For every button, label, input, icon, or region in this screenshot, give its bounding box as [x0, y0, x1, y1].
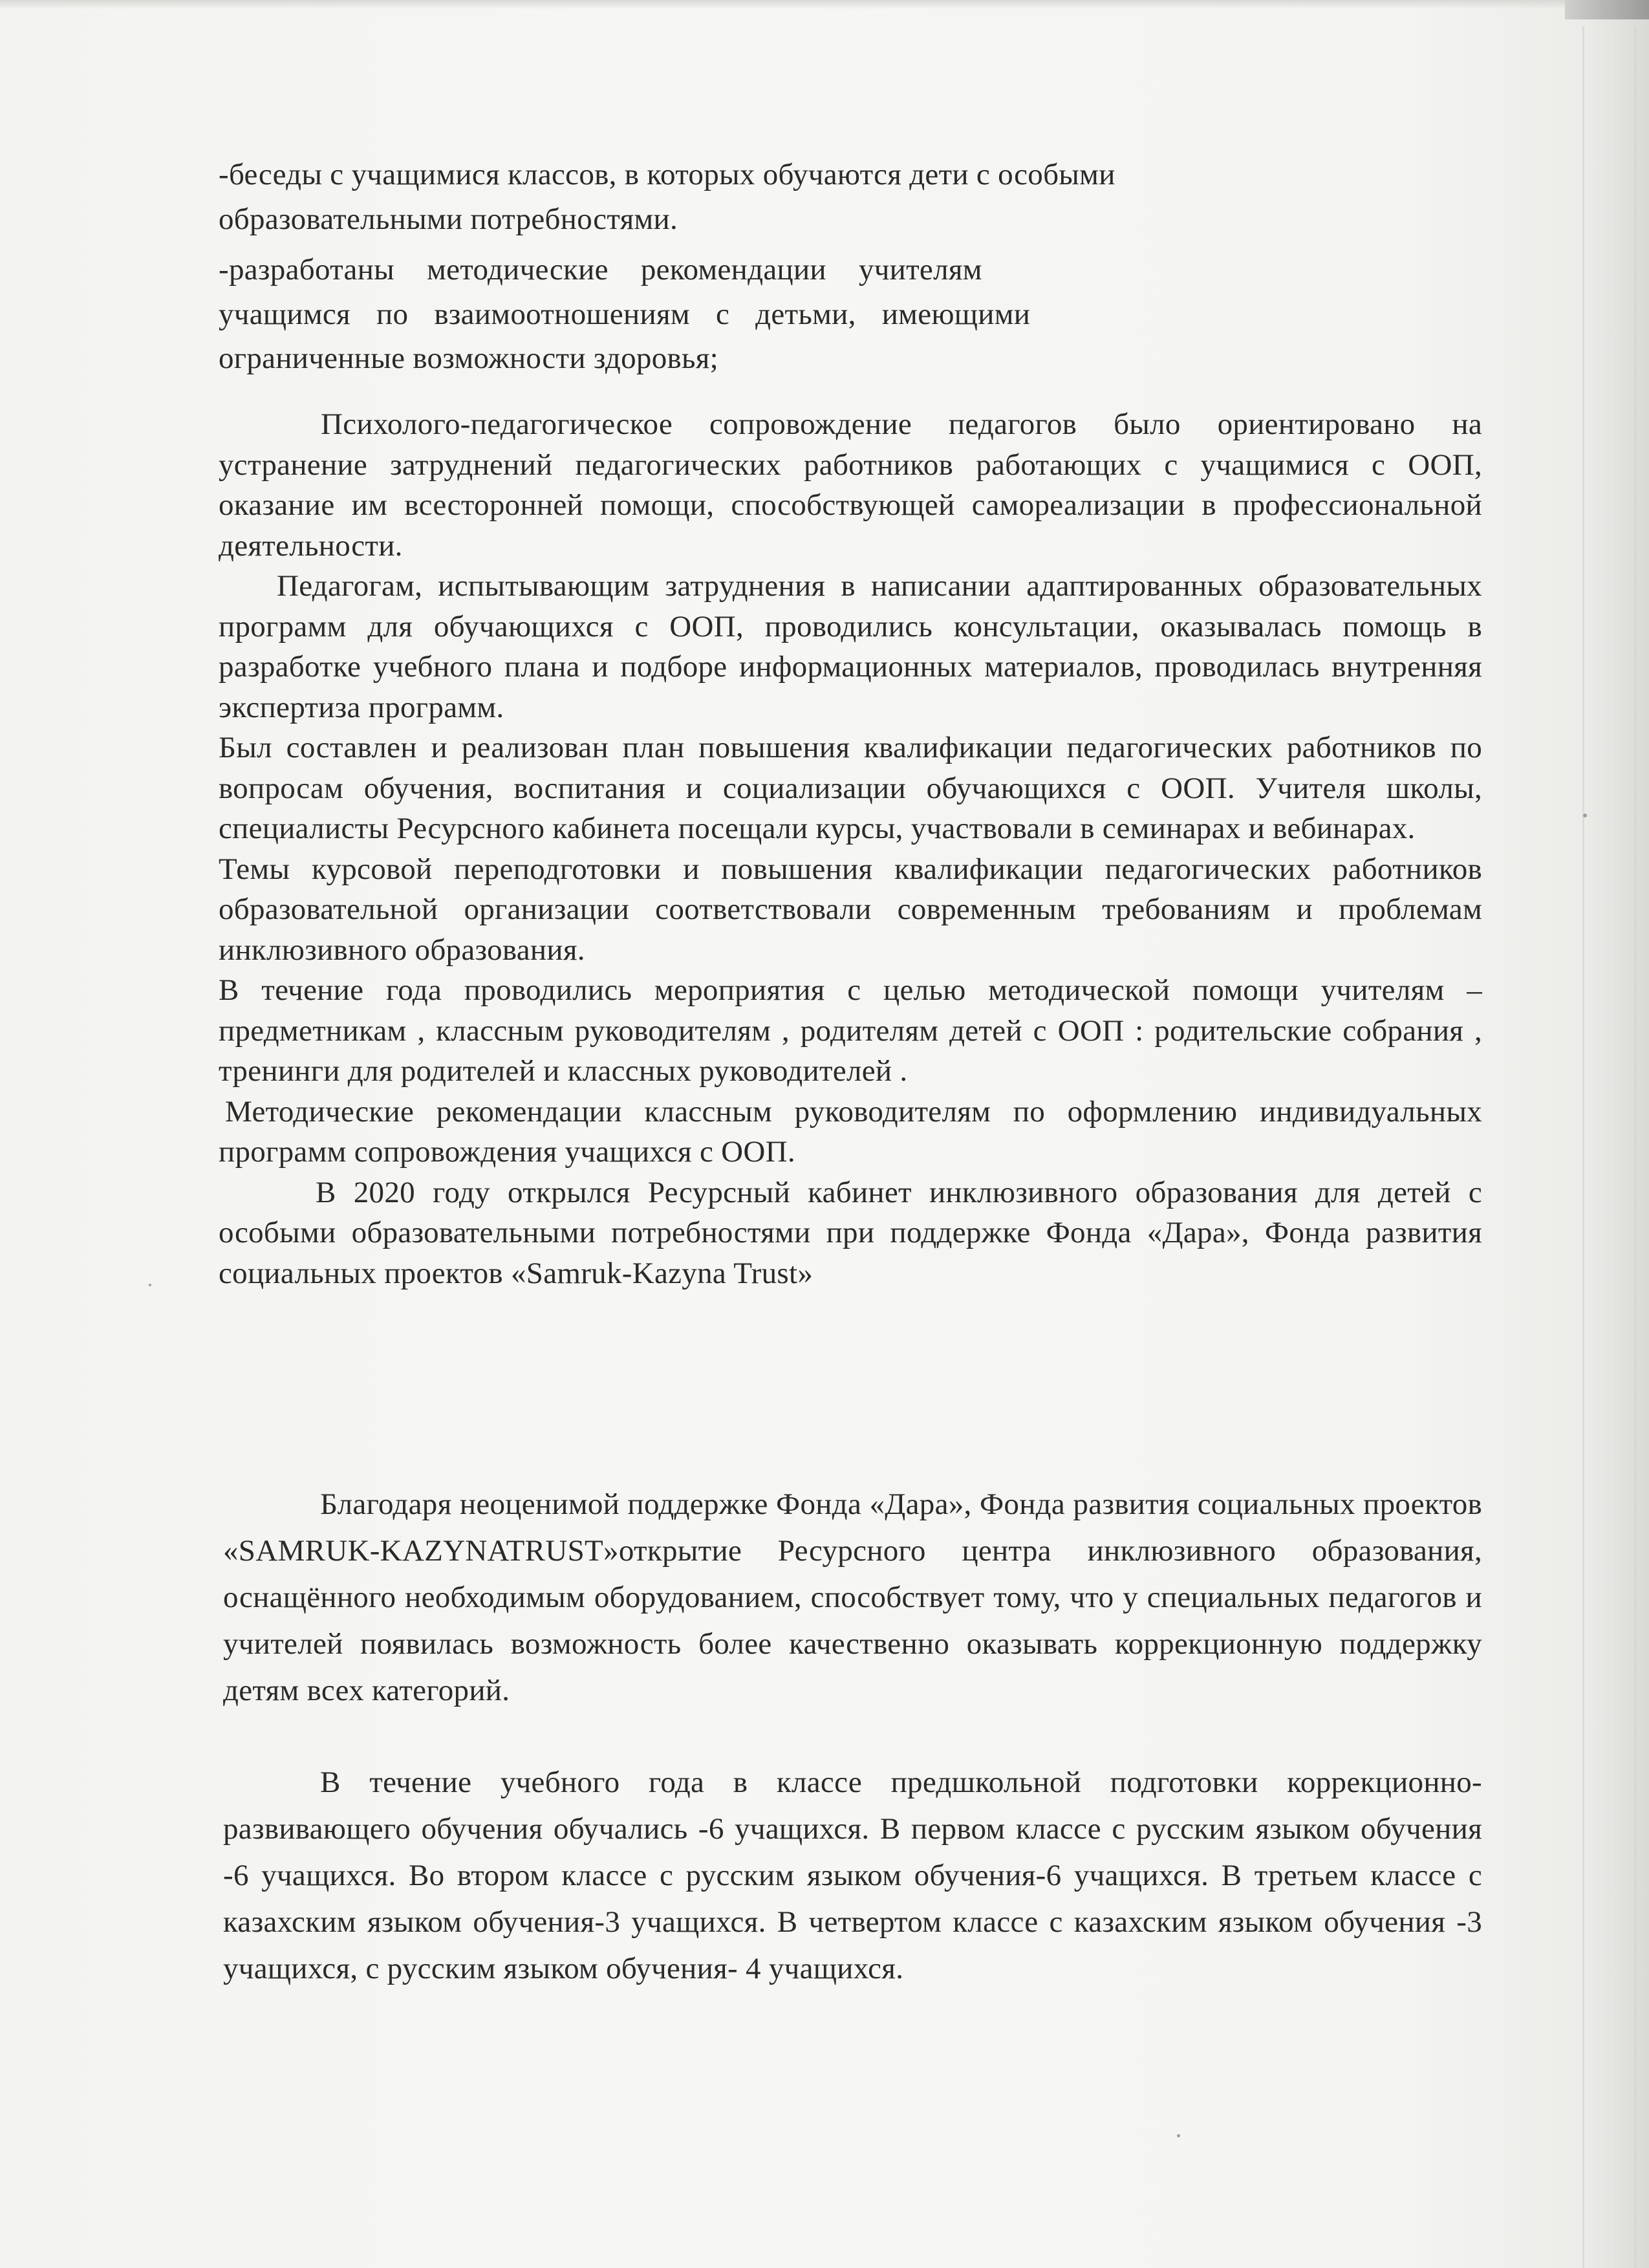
scan-speck: [149, 1284, 151, 1286]
paragraph-qualification-plan: Был составлен и реализован план повышения квалификации педагогических работников по вопросам обучения, воспитания и социализации обучающихся с ООП. Учителя школы, специалисты Ресурсного кабинета посещали курсы, участвовали в семинарах и вебинарах.: [219, 731, 1482, 845]
paragraph-student-counts: В течение учебного года в классе предшкольной подготовки коррекционно-развивающего обучения обучались -6 учащихся. В первом классе с русским языком обучения -6 учащихся. Во втором классе с русским языком обучения-6 учащихся. В третьем классе с казахским языком обучения-3 учащихся. В четвертом классе с казахским языком обучения -3 учащихся, с русским языком обучения- 4 учащихся.: [223, 1766, 1482, 1985]
paragraph-events: В течение года проводились мероприятия с целью методической помощи учителям – предметникам , классным руководителям , родителям детей с ООП : родительские собрания , тренинги для родителей и классных руководителей .: [219, 973, 1482, 1088]
dash-item-1: [219, 154, 1482, 196]
dash-item-1-line-1: беседы с учащимися классов, в которых обучаются дети с особыми: [228, 158, 1116, 191]
main-text: [219, 404, 1482, 1293]
dash-item-2-line-2: учащимся по взаимоотношениям с детьми, имеющими: [219, 297, 1031, 331]
scan-edge-top: [0, 0, 1649, 9]
scan-edge-line: [1582, 26, 1584, 2268]
paragraph-foundation-support: Благодаря неоценимой поддержке Фонда «Дара», Фонда развития социальных проектов «SAMRUK-KAZYNATRUST»открытие Ресурсного центра инклюзивного образования, оснащённого необходимым оборудованием, способствует тому, что у специальных педагогов и учителей появилась возможность более качественно оказывать коррекционную поддержку детям всех категорий.: [223, 1487, 1482, 1707]
dash-item-2: [219, 249, 1482, 291]
scan-speck: [1583, 814, 1587, 817]
paragraph-resource-room: В 2020 году открылся Ресурсный кабинет инклюзивного образования для детей с особыми образовательными потребностями при поддержке Фонда «Дара», Фонда развития социальных проектов «Samruk-Kazyna Trust»: [219, 1175, 1482, 1290]
paragraph-course-topics: Темы курсовой переподготовки и повышения квалификации педагогических работников образовательной организации соответствовали современным требованиям и проблемам инклюзивного образования.: [219, 852, 1482, 967]
dash-bullet: -: [219, 253, 229, 286]
dash-list: [219, 154, 1482, 380]
scan-edge-line: [1634, 26, 1636, 2268]
dash-item-2-line-3: ограниченные возможности здоровья;: [219, 341, 719, 375]
dash-item-1-continuation: образовательными потребностями.: [219, 202, 678, 236]
dash-item-2-line-1: разработаны методические рекомендации учителям: [228, 253, 982, 286]
lower-text: [223, 1481, 1482, 1992]
scan-corner-shadow: [1565, 0, 1649, 19]
paragraph-recommendations: Методические рекомендации классным руководителям по оформлению индивидуальных программ сопровождения учащихся с ООП.: [219, 1094, 1482, 1169]
paragraph-psych-support: Психолого-педагогическое сопровождение педагогов было ориентировано на устранение затруднений педагогических работников работающих с учащимися с ООП, оказание им всесторонней помощи, способствующей самореализации в профессиональной деятельности.: [219, 407, 1482, 563]
dash-bullet: -: [219, 158, 229, 191]
scan-edge-line: [1608, 26, 1610, 2268]
paragraph-teacher-consultations: Педагогам, испытывающим затруднения в написании адаптированных образовательных программ для обучающихся с ООП, проводились консультации, оказывалась помощь в разработке учебного плана и подборе информационных материалов, проводилась внутренняя экспертиза программ.: [219, 569, 1482, 724]
scan-speck: [1177, 2134, 1180, 2137]
